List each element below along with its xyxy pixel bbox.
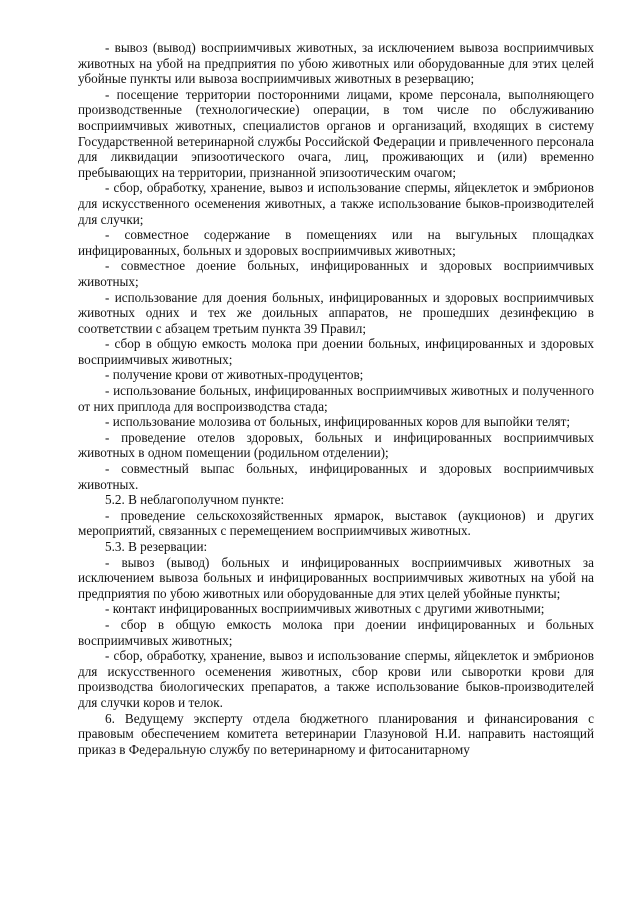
paragraph: - совместное доение больных, инфицированных и здоровых восприимчивых животных; [78, 258, 594, 289]
paragraph: - проведение сельскохозяйственных ярмарок, выставок (аукционов) и других мероприятий, связанных с перемещением восприимчивых животных. [78, 507, 594, 539]
paragraph: - сбор в общую емкость молока при доении больных, инфицированных и здоровых восприимчивых животных; [78, 336, 594, 367]
section-heading: 5.2. В неблагополучном пункте: [105, 492, 285, 508]
paragraph: 6. Ведущему эксперту отдела бюджетного планирования и финансирования с правовым обеспечением комитета ветеринарии Глазуновой Н.И. направить настоящий приказ в Федеральную службу по ветеринарному и фитосанитарному [78, 710, 594, 757]
paragraph: - проведение отелов здоровых, больных и инфицированных восприимчивых животных в одном помещении (родильном отделении); [78, 429, 594, 461]
paragraph: - сбор в общую емкость молока при доении инфицированных и больных восприимчивых животных; [78, 616, 594, 648]
paragraph: - использование для доения больных, инфицированных и здоровых восприимчивых животных одних и тех же доильных аппаратов, не прошедших дезинфекцию в соответствии с абзацем третьим пункта 39 Правил; [78, 289, 594, 336]
paragraph: - использование молозива от больных, инфицированных коров для выпойки телят; [105, 414, 571, 430]
paragraph: - совместный выпас больных, инфицированных и здоровых восприимчивых животных. [78, 461, 594, 492]
paragraph: - использование больных, инфицированных восприимчивых животных и полученного от них приплода для воспроизводства стада; [78, 383, 594, 414]
section-heading: 5.3. В резервации: [105, 539, 208, 554]
document-page [78, 40, 594, 757]
paragraph: - вывоз (вывод) восприимчивых животных, за исключением вывоза восприимчивых животных на убой на предприятия по убою животных или оборудованные для этих целей убойные пункты или вывоза восприимчивых животных в резервацию; [78, 40, 594, 87]
paragraph: - сбор, обработку, хранение, вывоз и использование спермы, яйцеклеток и эмбрионов для искусственного осеменения животных, а также использование быков-производителей для случки; [78, 180, 594, 227]
paragraph: - сбор, обработку, хранение, вывоз и использование спермы, яйцеклеток и эмбрионов для искусственного осеменения животных, сбор крови или сыворотки крови для производства биологических препаратов, а также использование быков-производителей для случки коров и телок. [78, 648, 594, 710]
paragraph: - совместное содержание в помещениях или на выгульных площадках инфицированных, больных и здоровых восприимчивых животных; [78, 227, 594, 258]
paragraph: - контакт инфицированных восприимчивых животных с другими животными; [105, 601, 545, 617]
paragraph: - получение крови от животных-продуцентов; [105, 367, 364, 383]
paragraph: - посещение территории посторонними лицами, кроме персонала, выполняющего производственные (технологические) операции, в том числе по обслуживанию восприимчивых животных, специалистов органов и организаций, входящих в систему Государственной ветеринарной службы Российской Федерации и привлеченного персонала для ликвидации эпизоотического очага, лиц, проживающих и (или) временно пребывающих на территории, признанной эпизоотическим очагом; [78, 86, 594, 180]
paragraph: - вывоз (вывод) больных и инфицированных восприимчивых животных за исключением вывоза больных и инфицированных восприимчивых животных на убой на предприятия по убою животных или оборудованные для этих целей убойные пункты; [78, 554, 594, 601]
